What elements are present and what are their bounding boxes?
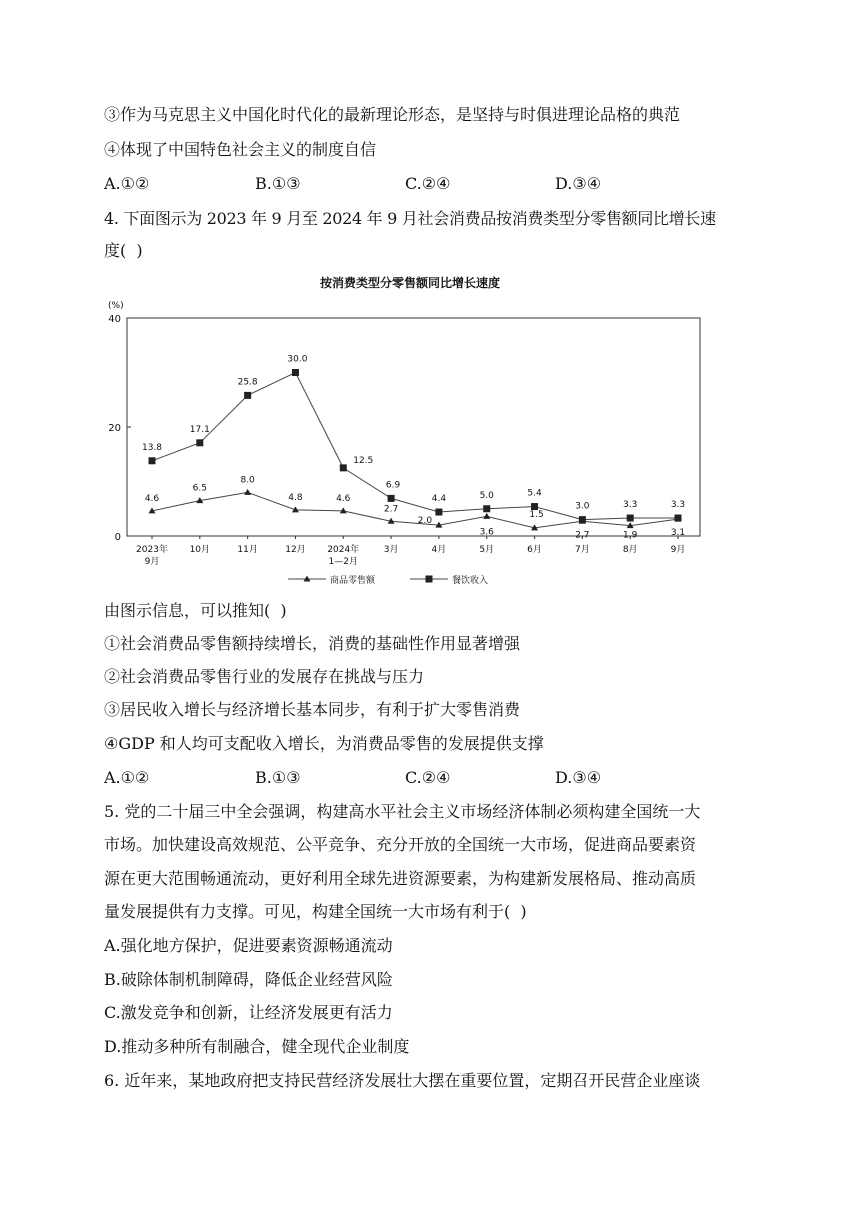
chart-svg xyxy=(100,268,720,592)
retail-data-label: 4.6 xyxy=(336,493,351,504)
q6-stem-line-1: 6. 近年来，某地政府把支持民营经济发展壮大摆在重要位置，定期召开民营企业座谈 xyxy=(104,1071,701,1090)
q3-option-d: D.③④ xyxy=(555,174,602,193)
q4-item-1: ①社会消费品零售额持续增长，消费的基础性作用显著增强 xyxy=(104,634,521,653)
retail-point xyxy=(244,489,251,495)
dining-data-label: 3.3 xyxy=(670,500,686,511)
q4-option-b: B.①③ xyxy=(255,768,301,787)
retail-data-label: 2.0 xyxy=(417,516,433,527)
series-line-dining xyxy=(152,373,678,520)
dining-point xyxy=(579,516,586,523)
x-tick-label: 8月 xyxy=(622,545,638,555)
y-tick-label: 0 xyxy=(114,532,121,543)
y-axis-label: (%) xyxy=(108,301,124,311)
dining-data-label: 30.0 xyxy=(287,354,308,365)
dining-data-label: 17.1 xyxy=(189,424,210,435)
dining-data-label: 3.3 xyxy=(623,500,638,511)
dining-point xyxy=(244,392,251,399)
retail-data-label: 8.0 xyxy=(240,475,255,486)
retail-data-label: 3.6 xyxy=(479,527,494,538)
x-tick-label: 9月 xyxy=(670,545,686,555)
q5-stem-line-3: 源在更大范围畅通流动，更好利用全球先进资源要素，为构建新发展格局、推动高质 xyxy=(104,869,697,888)
x-tick-label: 6月 xyxy=(527,545,542,555)
y-tick-label: 20 xyxy=(108,423,121,434)
x-tick-label: 10月 xyxy=(189,545,211,555)
x-tick-label: 4月 xyxy=(431,545,447,555)
retail-data-label: 3.1 xyxy=(670,528,686,539)
x-tick-label: 7月 xyxy=(574,545,590,555)
dining-data-label: 12.5 xyxy=(353,455,374,466)
legend-marker-dining xyxy=(426,576,433,583)
retail-data-label: 1.9 xyxy=(623,530,638,541)
dining-point xyxy=(196,439,203,446)
q4-item-2: ②社会消费品零售行业的发展存在挑战与压力 xyxy=(104,667,425,686)
dining-data-label: 5.4 xyxy=(527,488,542,499)
x-tick-label: 5月 xyxy=(479,545,495,555)
series-line-retail xyxy=(152,492,678,527)
chart-title: 按消费类型分零售额同比增长速度 xyxy=(319,276,500,290)
q5-option-b: B.破除体制机制障碍，降低企业经营风险 xyxy=(104,970,393,989)
q5-option-c: C.激发竞争和创新，让经济发展更有活力 xyxy=(104,1003,393,1022)
q3-item-3: ③作为马克思主义中国化时代化的最新理论形态，是坚持与时俱进理论品格的典范 xyxy=(104,105,681,124)
x-tick-label: 12月 xyxy=(285,545,306,555)
q4-option-d: D.③④ xyxy=(555,768,602,787)
q5-stem-line-1: 5. 党的二十届三中全会强调，构建高水平社会主义市场经济体制必须构建全国统一大 xyxy=(104,802,701,821)
q5-stem-line-4: 量发展提供有力支撑。可见，构建全国统一大市场有利于( ) xyxy=(104,902,527,921)
x-tick-label: 2023年 9月 xyxy=(136,545,168,567)
q4-option-c: C.②④ xyxy=(405,768,451,787)
retail-data-label: 4.6 xyxy=(144,493,160,504)
q3-option-c: C.②④ xyxy=(405,174,451,193)
q4-after-chart: 由图示信息，可以推知( ) xyxy=(104,601,287,620)
dining-data-label: 6.9 xyxy=(385,480,401,491)
x-tick-label: 2024年 1—2月 xyxy=(327,545,360,567)
dining-point xyxy=(435,509,442,516)
dining-point xyxy=(149,457,156,464)
dining-point xyxy=(340,464,347,471)
dining-data-label: 3.0 xyxy=(575,501,590,512)
q4-option-a: A.①② xyxy=(104,768,150,787)
retail-data-label: 1.5 xyxy=(529,509,544,520)
dining-data-label: 25.8 xyxy=(237,377,258,388)
x-tick-label: 11月 xyxy=(237,545,258,555)
dining-point xyxy=(675,515,682,522)
retail-data-label: 6.5 xyxy=(192,483,207,494)
y-tick-label: 40 xyxy=(108,314,121,325)
retail-point xyxy=(483,513,490,519)
chart-frame xyxy=(127,318,700,539)
q4-stem-line-2: 度( ) xyxy=(104,241,143,260)
legend-label-retail: 商品零售额 xyxy=(330,576,376,586)
q4-item-4: ④GDP 和人均可支配收入增长，为消费品零售的发展提供支撑 xyxy=(104,734,544,753)
chart xyxy=(100,268,720,592)
q5-stem-line-2: 市场。加快建设高效规范、公平竞争、充分开放的全国统一大市场，促进商品要素资 xyxy=(104,835,697,854)
q3-option-a: A.①② xyxy=(104,174,150,193)
dining-point xyxy=(292,369,299,376)
x-tick-label: 3月 xyxy=(383,545,399,555)
retail-data-label: 2.7 xyxy=(575,530,590,541)
dining-point xyxy=(483,505,490,512)
legend-label-dining: 餐饮收入 xyxy=(452,576,489,586)
retail-data-label: 2.7 xyxy=(383,504,399,515)
q3-item-4: ④体现了中国特色社会主义的制度自信 xyxy=(104,140,377,159)
dining-data-label: 4.4 xyxy=(431,494,447,505)
dining-point xyxy=(627,515,634,522)
retail-data-label: 4.8 xyxy=(288,492,303,503)
q4-stem-line-1: 4. 下面图示为 2023 年 9 月至 2024 年 9 月社会消费品按消费类型分零售额同比增长速 xyxy=(104,209,716,228)
q5-option-a: A.强化地方保护，促进要素资源畅通流动 xyxy=(104,936,393,955)
dining-point xyxy=(388,495,395,502)
q4-item-3: ③居民收入增长与经济增长基本同步，有利于扩大零售消费 xyxy=(104,700,521,719)
q3-option-b: B.①③ xyxy=(255,174,301,193)
dining-data-label: 5.0 xyxy=(479,490,494,501)
q5-option-d: D.推动多种所有制融合，健全现代企业制度 xyxy=(104,1037,410,1056)
dining-data-label: 13.8 xyxy=(141,442,163,453)
dining-point xyxy=(531,503,538,510)
